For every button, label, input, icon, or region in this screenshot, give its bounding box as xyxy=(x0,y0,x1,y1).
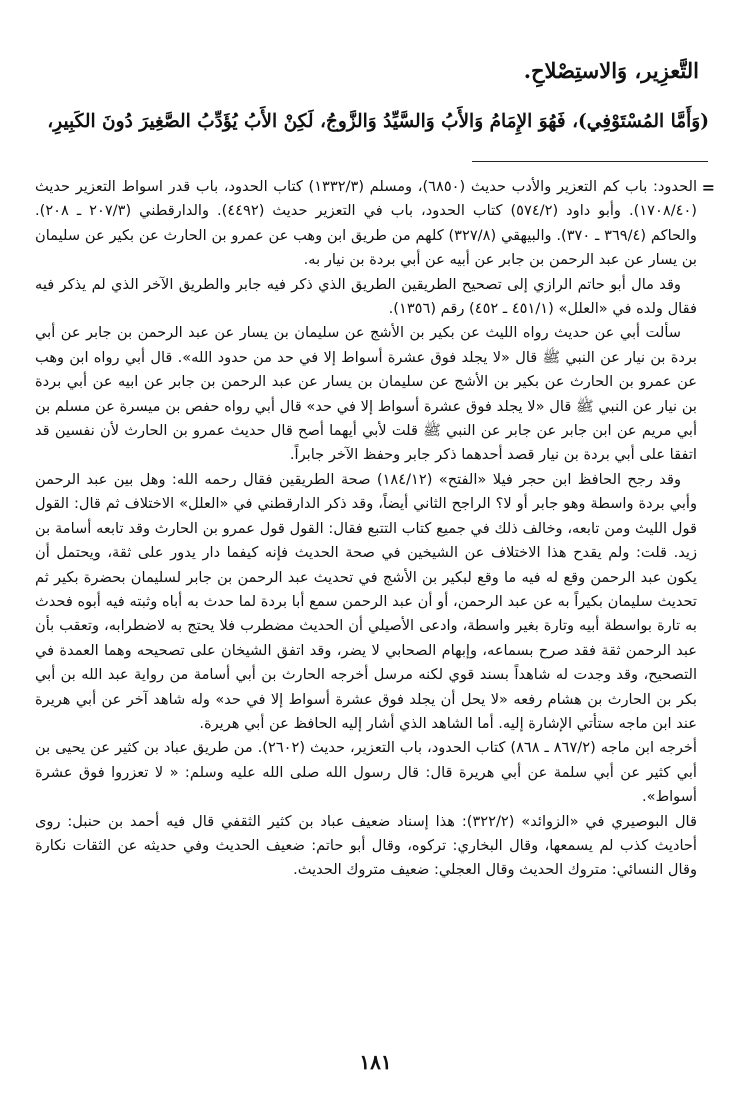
footnote-divider xyxy=(472,161,708,162)
main-text: (وَأَمَّا المُسْتَوْفِي)، فَهُوَ الإِمَامُ وَالأَبُ وَالسَّيِّدُ وَالزَّوجُ، لَكِنْ الأَبُ يُؤَدِّبُ الصَّغِيرَ دُونَ الكَبِيرِ، xyxy=(47,111,709,132)
footnote-paragraph: قال البوصيري في «الزوائد» (٣٢٢/٢): هذا إسناد ضعيف عباد بن كثير الثقفي قال فيه أحمد بن حنبل: روى أحاديث كذب لم يسمعها، وقال البخاري: تركوه، وقال أبو حاتم: ضعيف الحديث وفي حديثه عن الثقات نكارة وقال النسائي: متروك الحديث وقال العجلي: ضعيف متروك الحديث. xyxy=(35,812,697,879)
footnote-paragraph: الحدود: باب كم التعزير والأدب حديث (٦٨٥٠)، ومسلم (١٣٣٢/٣) كتاب الحدود، باب قدر اسواط التعزير حديث (١٧٠٨/٤٠). وأبو داود (٥٧٤/٢) كتاب الحدود، باب في التعزير حديث (٤٤٩٢). والدارقطني (٢٠٧/٣ ـ ٢٠٨). والحاكم (٣٦٩/٤ ـ ٣٧٠). والبيهقي (٣٢٧/٨) كلهم من طريق ابن وهب عن عمرو بن الحارث عن بكير عن سليمان بن يسار عن عبد الرحمن بن جابر عن أبيه عن أبي بردة بن نيار به. xyxy=(35,178,698,269)
section-header: التَّعزِير، وَالاستِصْلاحِ. xyxy=(523,58,699,83)
footnote-paragraph: وقد مال أبو حاتم الرازي إلى تصحيح الطريقين الطريق الذي ذكر فيه جابر والطريق الآخر الذي لم يذكر فيه فقال ولده في «العلل» (٤٥١/١ ـ ٤٥٢) رقم (١٣٥٦). xyxy=(35,275,697,318)
page-number: ١٨١ xyxy=(359,1050,392,1074)
footnote-continuation-mark: = xyxy=(701,178,715,197)
footnotes xyxy=(35,175,697,883)
footnote-paragraph: أخرجه ابن ماجه (٨٦٧/٢ ـ ٨٦٨) كتاب الحدود، باب التعزير، حديث (٢٦٠٢). من طريق عباد بن كثير عن يحيى بن أبي كثير عن أبي سلمة عن أبي هريرة قال: قال رسول الله صلى الله عليه وسلم: « لا تعزروا فوق عشرة أسواط». xyxy=(35,739,697,806)
footnote-paragraph: سألت أبي عن حديث رواه الليث عن بكير بن الأشج عن سليمان بن يسار عن عبد الرحمن بن جابر عن أبي بردة بن نيار عن النبي ﷺ قال «لا يجلد فوق عشرة أسواط إلا في حد من حدود الله». قال أبي رواه ابن وهب عن عمرو بن الحارث عن بكير بن الأشج عن سليمان بن يسار عن عبد الرحمن بن جابر عن ابيه عن أبي بردة بن نيار عن النبي ﷺ قال «لا يجلد فوق عشرة أسواط إلا في حد» قال أبي رواه حفص بن ميسرة عن مسلم بن أبي مريم عن ابن جابر عن جابر عن النبي ﷺ قلت لأبي أيهما أصح قال حديث عمرو بن الحارث لأن نفسين قد اتفقا على أبي بردة بن نيار قصد أحدهما ذكر جابر وحفظ الآخر جابراً. xyxy=(35,324,697,464)
footnote-paragraph: وقد رجح الحافظ ابن حجر فيلا «الفتح» (١٨٤/١٢) صحة الطريقين فقال رحمه الله: وهل بين عبد الرحمن وأبي بردة واسطة وهو جابر أو لا؟ الراجح الثاني أيضاً، وقد ذكر الدارقطني في «العلل» الاختلاف ثم قال: القول قول الليث ومن تابعه، وخالف ذلك في جميع كتاب التتبع فقال: القول قول عمرو بن الحارث وقد تابعه أسامة بن زيد. قلت: ولم يقدح هذا الاختلاف عن الشيخين في صحة الحديث فإنه كيفما دار يدور على ثقة، ويحتمل أن يكون عبد الرحمن وقع له فيه ما وقع لبكير بن الأشج في تحديث عبد الرحمن بن جابر لسليمان بحضرة بكير ثم تحديث سليمان بكيراً به عن عبد الرحمن، أو أن عبد الرحمن سمع أبا بردة لما حدث به أباه وثبته فيه أبوه فحدث به تارة بواسطة أبيه وتارة بغير واسطة، وادعى الأصيلي أن الحديث مضطرب فلا يحتج به لاضطرابه، وتعقب بأن عبد الرحمن ثقة فقد صرح بسماعه، وإبهام الصحابي لا يضر، وقد اتفق الشيخان على تصحيحه وهما العمدة في التصحيح، وقد وجدت له شاهداً بسند قوي لكنه مرسل أخرجه الحارث بن أبي أسامة من رواية عبد الله بن أبي بكر بن الحارث بن هشام رفعه «لا يحل أن يجلد فوق عشرة أسواط إلا في حد» وله شاهد آخر عن أبي هريرة عند ابن ماجه ستأتي الإشارة إليه. أما الشاهد الذي أشار إليه الحافظ عن أبي هريرة. xyxy=(35,470,697,732)
